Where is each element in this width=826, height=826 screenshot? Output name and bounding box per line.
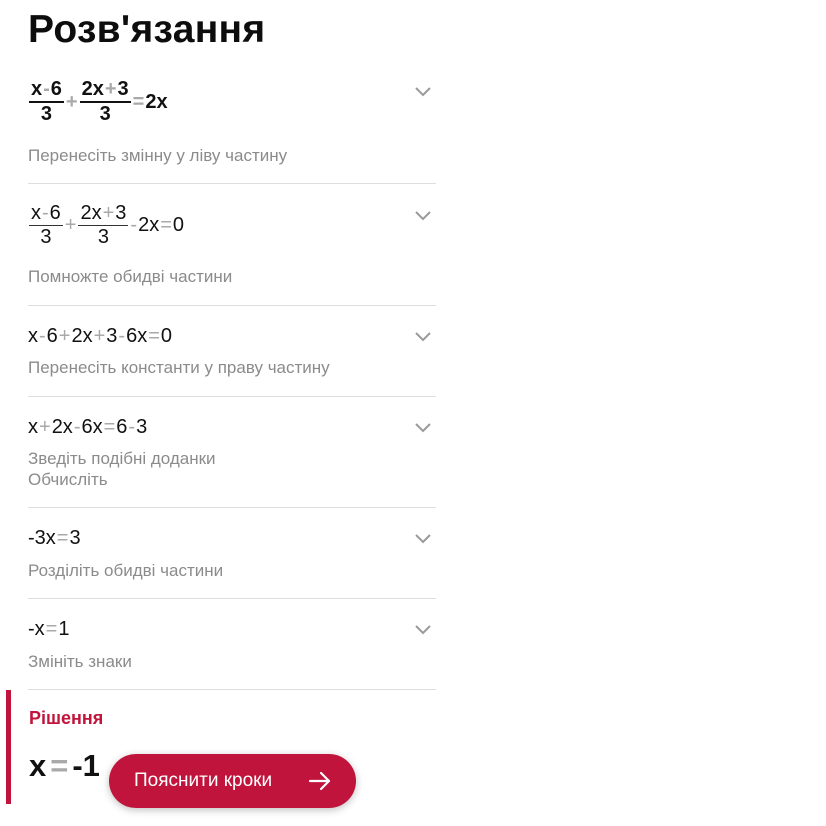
fraction: [80, 78, 131, 126]
operator: -: [128, 416, 136, 438]
step-1-expression: [28, 78, 168, 126]
fraction: [29, 202, 63, 249]
answer-expression: [29, 748, 100, 784]
equals-sign: =: [132, 90, 145, 113]
term: 2x: [138, 214, 160, 236]
term: 1: [58, 618, 70, 640]
term: 2x: [80, 202, 102, 224]
operator: +: [64, 214, 77, 236]
operator: +: [93, 325, 106, 347]
answer-rhs: -1: [72, 748, 100, 783]
equals-sign: =: [56, 527, 69, 549]
step-hint: Обчисліть: [28, 470, 108, 489]
term: 3: [115, 202, 127, 224]
term: 6: [49, 202, 61, 224]
operator: +: [104, 78, 117, 100]
chevron-down-icon[interactable]: [414, 530, 432, 548]
term: 0: [172, 214, 185, 236]
divider: [28, 689, 436, 690]
equals-sign: =: [45, 618, 58, 640]
denominator: 3: [40, 226, 52, 248]
term: x: [28, 416, 38, 438]
equals-sign: =: [148, 325, 160, 347]
term: 3: [106, 325, 118, 347]
step-5[interactable]: [28, 508, 436, 599]
step-hint: Перенесіть змінну у ліву частину: [28, 146, 288, 165]
answer-accent-bar: [6, 690, 11, 804]
term: 3x: [34, 527, 56, 549]
answer-label: Рішення: [29, 708, 104, 728]
operator: -: [118, 325, 126, 347]
term: x: [31, 202, 41, 224]
step-2-expression: [28, 202, 184, 249]
operator: -: [130, 214, 138, 236]
term: x: [31, 78, 43, 100]
step-3[interactable]: [28, 306, 436, 397]
step-3-expression: [28, 325, 172, 348]
operator: -: [28, 527, 35, 549]
equals-sign: =: [103, 416, 116, 438]
term: 3: [117, 78, 129, 100]
step-hint: Помножте обидві частини: [28, 267, 233, 286]
operator: -: [43, 78, 50, 100]
page-title: Розв'язання: [28, 8, 266, 51]
term: 6: [50, 78, 62, 100]
chevron-down-icon[interactable]: [414, 328, 432, 346]
term: 0: [160, 325, 173, 347]
term: x: [34, 618, 45, 640]
term: 2x: [145, 90, 168, 113]
step-6[interactable]: [28, 599, 436, 690]
chevron-down-icon[interactable]: [414, 621, 432, 639]
operator: +: [65, 90, 78, 113]
step-6-expression: [28, 618, 69, 641]
operator: -: [28, 618, 35, 640]
term: 6x: [81, 416, 103, 438]
operator: +: [102, 202, 115, 224]
fraction: [78, 202, 128, 249]
step-1[interactable]: [28, 66, 436, 184]
operator: +: [39, 416, 51, 438]
step-hint: Змініть знаки: [28, 652, 132, 671]
denominator: 3: [97, 226, 110, 248]
term: 2x: [81, 78, 104, 100]
step-hint: Розділіть обидві частини: [28, 561, 224, 580]
denominator: 3: [40, 103, 53, 125]
term: 6: [116, 416, 128, 438]
explain-steps-button[interactable]: [109, 754, 356, 808]
operator: +: [58, 325, 71, 347]
step-hint: Зведіть подібні доданки: [28, 449, 216, 468]
term: x: [28, 325, 38, 347]
answer-lhs: x: [29, 748, 47, 783]
step-hint: Перенесіть константи у праву частину: [28, 358, 330, 377]
equals-sign: =: [50, 748, 69, 783]
operator: -: [39, 325, 46, 347]
term: 6: [46, 325, 58, 347]
chevron-down-icon[interactable]: [414, 83, 432, 101]
equals-sign: =: [160, 214, 172, 236]
chevron-down-icon[interactable]: [414, 419, 432, 437]
step-4-expression: [28, 416, 147, 439]
step-4[interactable]: [28, 397, 436, 508]
term: 6x: [126, 325, 148, 347]
explain-steps-label: Пояснити кроки: [134, 770, 273, 791]
operator: -: [42, 202, 49, 224]
denominator: 3: [99, 103, 111, 125]
step-2[interactable]: [28, 184, 436, 306]
term: 3: [136, 416, 148, 438]
chevron-down-icon[interactable]: [414, 207, 432, 225]
arrow-right-icon: [308, 769, 332, 793]
fraction: [29, 78, 64, 126]
operator: -: [73, 416, 81, 438]
step-5-expression: [28, 527, 81, 550]
term: 2x: [51, 416, 73, 438]
term: 2x: [71, 325, 93, 347]
term: 3: [69, 527, 81, 549]
